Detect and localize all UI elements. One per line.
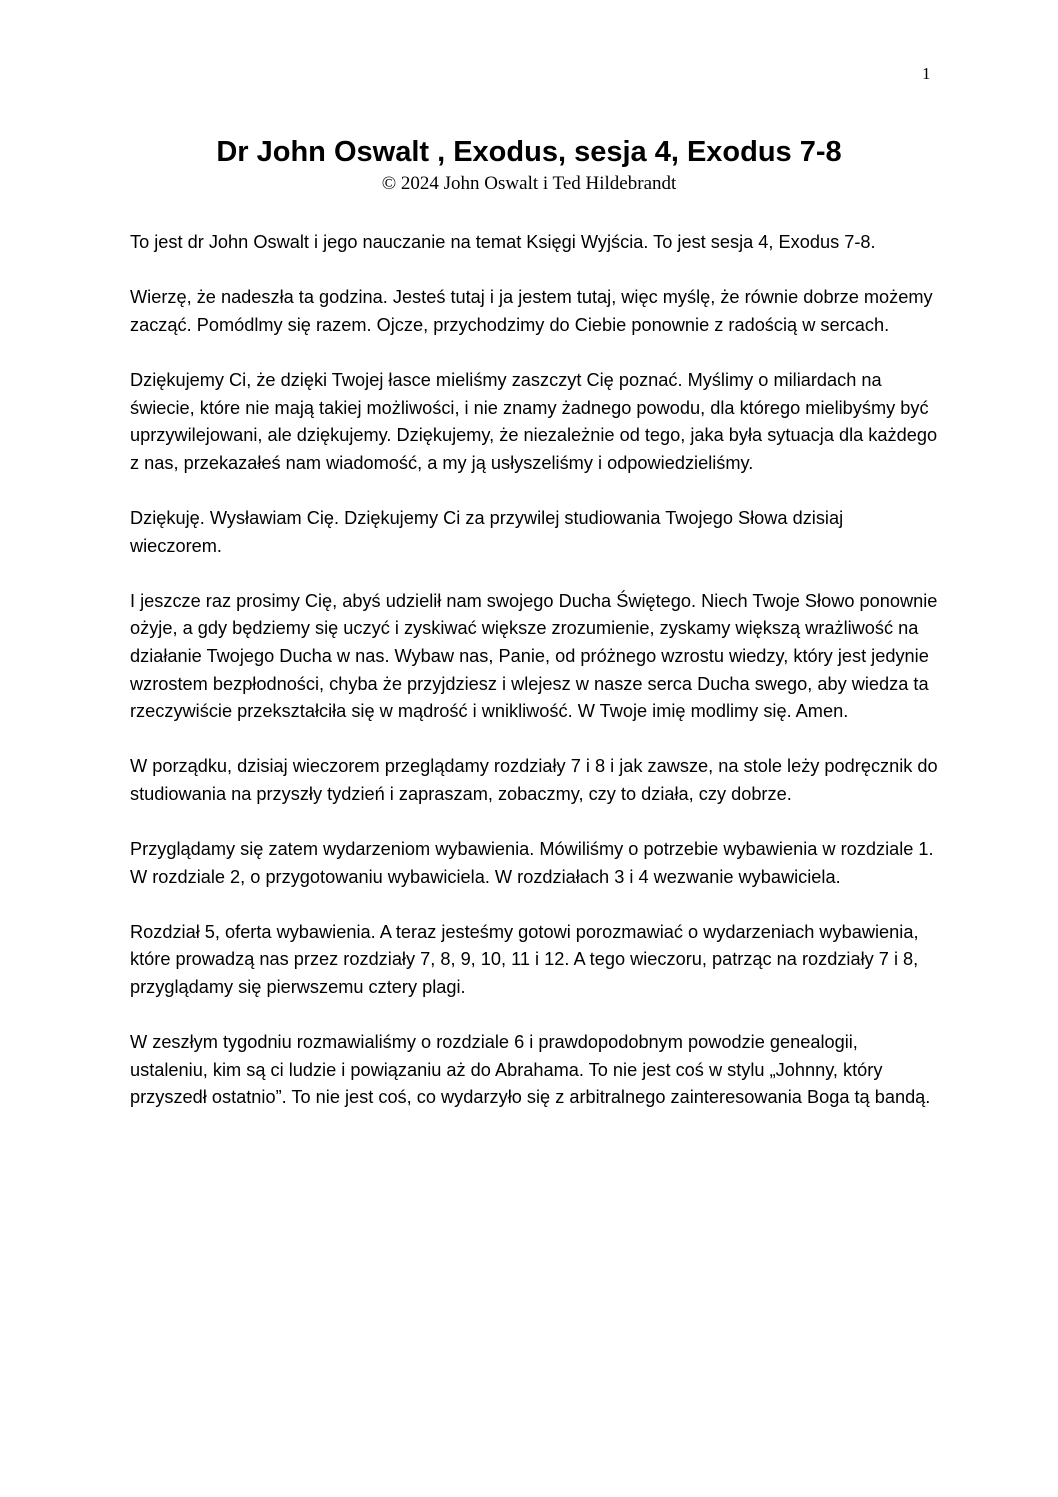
paragraph-1: To jest dr John Oswalt i jego nauczanie na temat Księgi Wyjścia. To jest sesja 4, Exodus 7-8. <box>130 232 876 252</box>
document-title: Dr John Oswalt , Exodus, sesja 4, Exodus 7-8 <box>216 136 842 168</box>
paragraph-2: Wierzę, że nadeszła ta godzina. Jesteś tutaj i ja jestem tutaj, więc myślę, że równie dobrze możemy zacząć. Pomódlmy się razem. Ojcze, przychodzimy do Ciebie ponownie z radością w sercach. <box>130 287 933 335</box>
document-body <box>130 229 940 1140</box>
paragraph-6: W porządku, dzisiaj wieczorem przeglądamy rozdziały 7 i 8 i jak zawsze, na stole leży podręcznik do studiowania na przyszły tydzień i zapraszam, zobaczmy, czy to działa, czy dobrze. <box>130 756 938 804</box>
paragraph-3: Dziękujemy Ci, że dzięki Twojej łasce mieliśmy zaszczyt Cię poznać. Myślimy o miliardach na świecie, które nie mają takiej możliwości, i nie znamy żadnego powodu, dla którego mielibyśmy być uprzywilejowani, ale dziękujemy. Dziękujemy, że niezależnie od tego, jaka była sytuacja dla każdego z nas, przekazałeś nam wiadomość, a my ją usłyszeliśmy i odpowiedzieliśmy. <box>130 369 938 473</box>
paragraph-5: I jeszcze raz prosimy Cię, abyś udzielił nam swojego Ducha Świętego. Niech Twoje Słowo ponownie ożyje, a gdy będziemy się uczyć i zyskiwać większe zrozumienie, zyskamy większą wrażliwość na działanie Twojego Ducha w nas. Wybaw nas, Panie, od próżnego wzrostu wiedzy, który jest jedynie wzrostem bezpłodności, chyba że przyjdziesz i wlejesz w nasze serca Ducha swego, aby wiedza ta rzeczywiście przekształciła się w mądrość i wnikliwość. W Twoje imię modlimy się. Amen. <box>130 590 938 722</box>
paragraph-8: Rozdział 5, oferta wybawienia. A teraz jesteśmy gotowi porozmawiać o wydarzeniach wybawienia, które prowadzą nas przez rozdziały 7, 8, 9, 10, 11 i 12. A tego wieczoru, patrząc na rozdziały 7 i 8, przyglądamy się pierwszemu cztery plagi. <box>130 921 919 998</box>
paragraph-9: W zeszłym tygodniu rozmawialiśmy o rozdziale 6 i prawdopodobnym powodzie genealogii, ustaleniu, kim są ci ludzie i powiązaniu aż do Abrahama. To nie jest coś w stylu „Johnny, który przyszedł ostatnio”. To nie jest coś, co wydarzyło się z arbitralnego zainteresowania Boga tą bandą. <box>130 1032 931 1108</box>
copyright-line: © 2024 John Oswalt i Ted Hildebrandt <box>381 173 677 194</box>
page-number: 1 <box>922 64 931 83</box>
paragraph-7: Przyglądamy się zatem wydarzeniom wybawienia. Mówiliśmy o potrzebie wybawienia w rozdziale 1. W rozdziale 2, o przygotowaniu wybawiciela. W rozdziałach 3 i 4 wezwanie wybawiciela. <box>130 839 934 887</box>
paragraph-4: Dziękuję. Wysławiam Cię. Dziękujemy Ci za przywilej studiowania Twojego Słowa dzisiaj wieczorem. <box>130 507 844 556</box>
